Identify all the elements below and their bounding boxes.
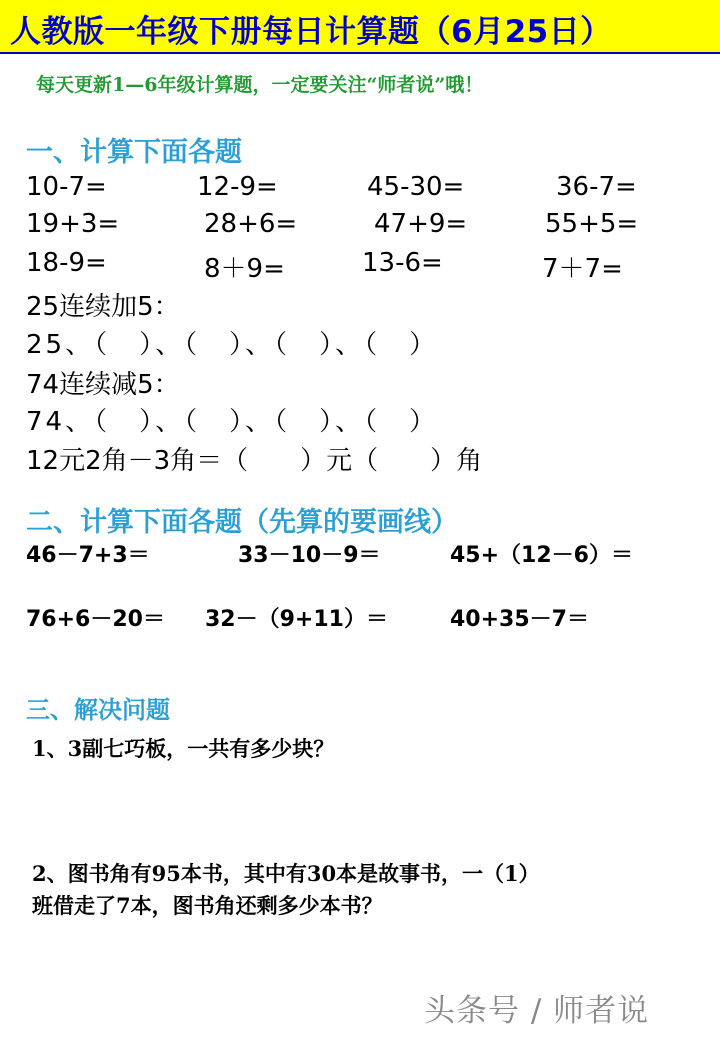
problem-2-3: 47+9= — [374, 209, 468, 239]
mixed-problem-3: 45+（12－6）＝ — [450, 543, 633, 568]
problem-1-2: 12-9= — [197, 172, 278, 202]
problem-3-2: 8＋9= — [204, 254, 285, 284]
mixed-problem-1: 46－7+3＝ — [26, 543, 150, 568]
watermark: 头条号 / 师者说 — [424, 993, 650, 1029]
page-subtitle: 每天更新1—6年级计算题，一定要关注“师者说”哦！ — [36, 74, 484, 96]
problem-2-1: 19+3= — [26, 209, 120, 239]
mixed-problem-6: 40+35－7＝ — [450, 607, 589, 632]
word-problem-2-line1: 2、图书角有95本书，其中有30本是故事书，一（1） — [32, 861, 540, 886]
sequence-add-label: 25连续加5： — [26, 292, 180, 322]
problem-1-4: 36-7= — [556, 172, 637, 202]
sequence-subtract: 74、（ ）、（ ）、（ ）、（ ） — [26, 407, 439, 437]
word-problem-2-line2: 班借走了7本，图书角还剩多少本书？ — [32, 893, 383, 918]
sequence-add: 25、（ ）、（ ）、（ ）、（ ） — [26, 330, 439, 360]
problem-3-4: 7＋7= — [542, 254, 623, 284]
problem-2-4: 55+5= — [545, 209, 639, 239]
word-problem-1: 1、3副七巧板，一共有多少块？ — [32, 736, 335, 761]
sequence-subtract-label: 74连续减5： — [26, 370, 180, 400]
problem-2-2: 28+6= — [204, 209, 298, 239]
section1-heading: 一、计算下面各题 — [26, 137, 242, 168]
problem-1-3: 45-30= — [367, 172, 465, 202]
problem-3-3: 13-6= — [362, 248, 443, 278]
section2-heading: 二、计算下面各题（先算的要画线） — [26, 507, 458, 538]
mixed-problem-4: 76+6－20＝ — [26, 607, 165, 632]
page-title: 人教版一年级下册每日计算题（6月25日） — [10, 14, 612, 50]
money-conversion: 12元2角－3角＝（ ）元（ ）角 — [26, 446, 483, 476]
problem-3-1: 18-9= — [26, 248, 107, 278]
section3-heading: 三、解决问题 — [26, 695, 170, 724]
mixed-problem-2: 33－10－9＝ — [238, 543, 381, 568]
title-bar — [0, 0, 720, 54]
mixed-problem-5: 32－（9+11）＝ — [205, 607, 388, 632]
problem-1-1: 10-7= — [26, 172, 107, 202]
